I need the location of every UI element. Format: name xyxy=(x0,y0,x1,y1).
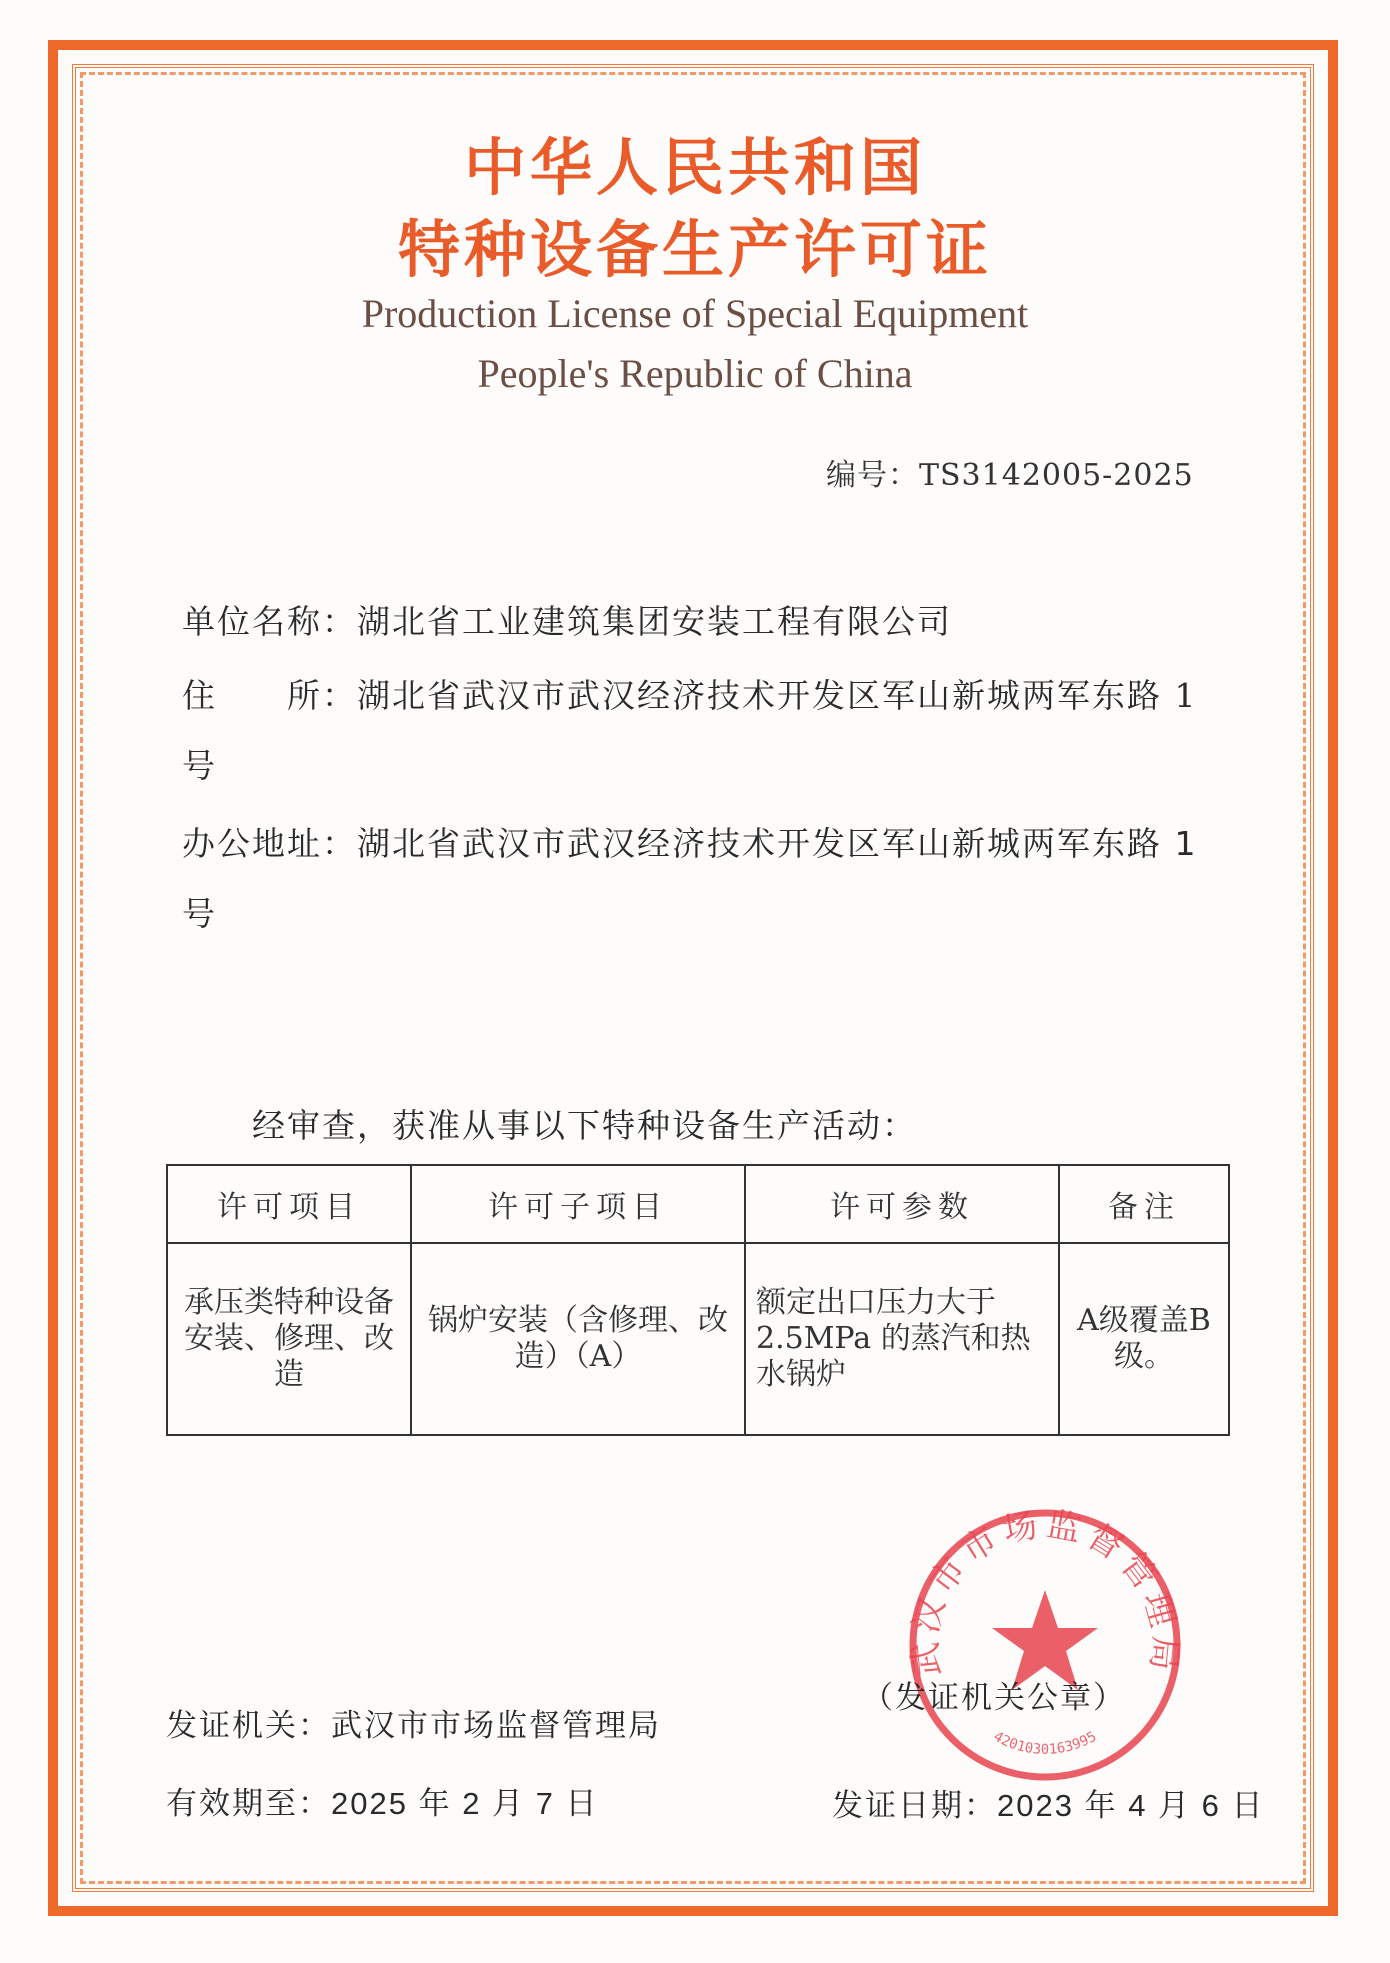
valid-until-label: 有效期至： xyxy=(166,1786,331,1822)
cell-note: A级覆盖B级。 xyxy=(1059,1243,1229,1435)
issue-date-row xyxy=(832,1780,1265,1825)
seal-note: （发证机关公章） xyxy=(862,1680,1126,1716)
office-value: 湖北省武汉市武汉经济技术开发区军山新城两军东路 1 xyxy=(357,824,1198,863)
issuer-row xyxy=(166,1700,661,1745)
cell-subitem: 锅炉安装（含修理、改造）（A） xyxy=(411,1243,745,1435)
title-en-line1: Production License of Special Equipment xyxy=(361,291,1029,336)
issue-date-label: 发证日期： xyxy=(832,1788,997,1824)
header-param: 许可参数 xyxy=(745,1165,1059,1243)
office-row xyxy=(182,818,1198,865)
residence-row xyxy=(182,670,1198,717)
header-note: 备注 xyxy=(1059,1165,1229,1243)
seal-text: 武汉市市场监督管理局 xyxy=(904,1504,1186,1679)
seal-number: 4201030163995 xyxy=(990,1728,1100,1758)
serial-label: 编号： xyxy=(826,458,919,493)
serial-number xyxy=(826,450,1194,494)
table-header-row xyxy=(167,1165,1229,1243)
cell-item: 承压类特种设备安装、修理、改造 xyxy=(167,1243,411,1435)
official-seal xyxy=(900,1500,1190,1790)
svg-text:4201030163995 xyxy=(991,1729,1100,1758)
residence-label: 住 所： xyxy=(182,676,357,715)
issuer-label: 发证机关： xyxy=(166,1708,331,1744)
issuer-value: 武汉市市场监督管理局 xyxy=(331,1708,661,1744)
title-en-line2: People's Republic of China xyxy=(477,351,913,396)
cell-param: 额定出口压力大于2.5MPa 的蒸汽和热水锅炉 xyxy=(745,1243,1059,1435)
issue-date-value: 2023 年 4 月 6 日 xyxy=(997,1788,1265,1823)
table-row xyxy=(167,1243,1229,1435)
valid-until-row xyxy=(166,1778,599,1823)
permit-table xyxy=(166,1164,1230,1436)
office-value-cont: 号 xyxy=(182,894,215,933)
residence-value: 湖北省武汉市武汉经济技术开发区军山新城两军东路 1 xyxy=(357,676,1198,715)
title-cn-line2: 特种设备生产许可证 xyxy=(397,213,992,286)
residence-value-cont: 号 xyxy=(182,746,215,785)
unit-name-row xyxy=(182,596,952,643)
title-cn-line1: 中华人民共和国 xyxy=(463,131,926,204)
header-subitem: 许可子项目 xyxy=(411,1165,745,1243)
approval-intro: 经审查，获准从事以下特种设备生产活动： xyxy=(252,1106,917,1145)
unit-name-value: 湖北省工业建筑集团安装工程有限公司 xyxy=(357,602,952,641)
serial-value: TS3142005-2025 xyxy=(919,458,1194,493)
unit-name-label: 单位名称： xyxy=(182,602,357,641)
valid-until-value: 2025 年 2 月 7 日 xyxy=(331,1786,599,1821)
office-label: 办公地址： xyxy=(182,824,357,863)
header-item: 许可项目 xyxy=(167,1165,411,1243)
